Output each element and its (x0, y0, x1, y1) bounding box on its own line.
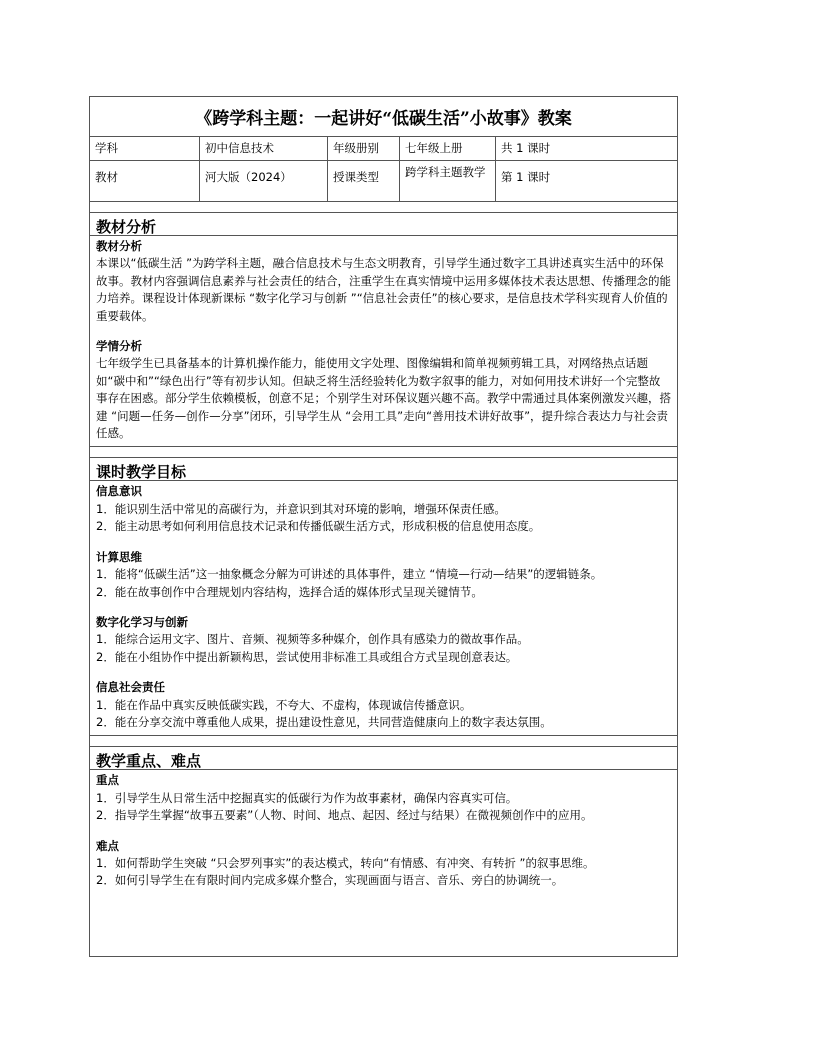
objective-item: 1．能将“低碳生活”这一抽象概念分解为可讲述的具体事件，建立 “情境—行动—结果”的逻辑链条。 (96, 567, 603, 582)
section-focus (90, 770, 677, 893)
difficult-point-item: 1．如何帮助学生突破 “只会罗列事实”的表达模式，转向“有情感、有冲突、有转折 ”的叙事思维。 (96, 855, 595, 870)
lesson-plan-table (89, 96, 678, 957)
objective-item: 1．能在作品中真实反映低碳实践，不夸大、不虚构，体现诚信传播意识。 (96, 697, 472, 712)
total-hours: 共 1 课时 (501, 141, 551, 155)
difficult-points-title: 难点 (96, 838, 119, 853)
paragraph-textbook-analysis: 本课以“低碳生活 ”为跨学科主题，融合信息技术与生态文明教育，引导学生通过数字工具讲述真实生活中的环保故事。教材内容强调信息素养与社会责任的结合，注重学生在真实情境中运用多媒体技术表达思想、传播理念的能力培养。课程设计体现新课标 “数字化学习与创新 ”“信息社会责任”的核心要求，是信息技术学科实现育人价值的重要载体。 (96, 256, 671, 323)
textbook-label: 教材 (90, 161, 200, 201)
section-objectives (90, 481, 677, 736)
paragraph-student-analysis: 七年级学生已具备基本的计算机操作能力，能使用文字处理、图像编辑和简单视频剪辑工具，对网络热点话题如“碳中和”“绿色出行”等有初步认知。但缺乏将生活经验转化为数字叙事的能力，对如何用技术讲好一个完整故事存在困惑。部分学生依赖模板，创意不足；个别学生对环保议题兴趣不高。教学中需通过具体案例激发兴趣，搭建 “问题—任务—创作—分享”闭环，引导学生从 “会用工具”走向“善用技术讲好故事”，提升综合表达力与社会责任感。 (96, 356, 671, 441)
section-heading-focus: 教学重点、难点 (90, 746, 677, 770)
key-points-title: 重点 (96, 773, 119, 788)
objective-item: 2．能在分享交流中尊重他人成果，提出建设性意见，共同营造健康向上的数字表达氛围。 (96, 714, 552, 729)
objective-item: 1．能综合运用文字、图片、音频、视频等多种媒介，创作具有感染力的微故事作品。 (96, 632, 529, 647)
grade-label: 年级册别 (328, 137, 400, 160)
key-point-item: 1．引导学生从日常生活中挖掘真实的低碳行为作为故事素材，确保内容真实可信。 (96, 790, 518, 805)
objective-group-title: 信息意识 (96, 484, 142, 499)
objective-item: 2．能主动思考如何利用信息技术记录和传播低碳生活方式，形成积极的信息使用态度。 (96, 519, 541, 534)
subject-label: 学科 (90, 137, 200, 160)
objective-item: 1．能识别生活中常见的高碳行为，并意识到其对环境的影响，增强环保责任感。 (96, 501, 506, 516)
lesson-number: 第 1 课时 (501, 170, 551, 184)
type-label: 授课类型 (328, 161, 400, 201)
section-heading-objectives: 课时教学目标 (90, 457, 677, 481)
textbook-value: 河大版（2024） (200, 161, 328, 201)
type-value: 跨学科主题教学 (400, 161, 496, 201)
key-point-item: 2．指导学生掌握“故事五要素”（人物、时间、地点、起因、经过与结果）在微视频创作中的应用。 (96, 808, 593, 823)
section-analysis (90, 236, 677, 447)
objective-group-title: 信息社会责任 (96, 680, 165, 695)
subheading-textbook-analysis: 教材分析 (96, 239, 142, 253)
objective-item: 2．能在小组协作中提出新颖构思，尝试使用非标准工具或组合方式呈现创意表达。 (96, 649, 518, 664)
info-row-subject (90, 137, 677, 161)
objective-group-title: 数字化学习与创新 (96, 614, 188, 629)
page-title: 《跨学科主题：一起讲好“低碳生活”小故事》教案 (90, 97, 677, 137)
objective-item: 2．能在故事创作中合理规划内容结构，选择合适的媒体形式呈现关键情节。 (96, 584, 483, 599)
section-heading-analysis: 教材分析 (90, 212, 677, 236)
info-row-textbook (90, 161, 677, 202)
subheading-student-analysis: 学情分析 (96, 339, 142, 354)
grade-value: 七年级上册 (400, 137, 496, 160)
subject-value: 初中信息技术 (200, 137, 328, 160)
objective-group-title: 计算思维 (96, 549, 142, 564)
difficult-point-item: 2．如何引导学生在有限时间内完成多媒介整合，实现画面与语言、音乐、旁白的协调统一。 (96, 873, 564, 888)
